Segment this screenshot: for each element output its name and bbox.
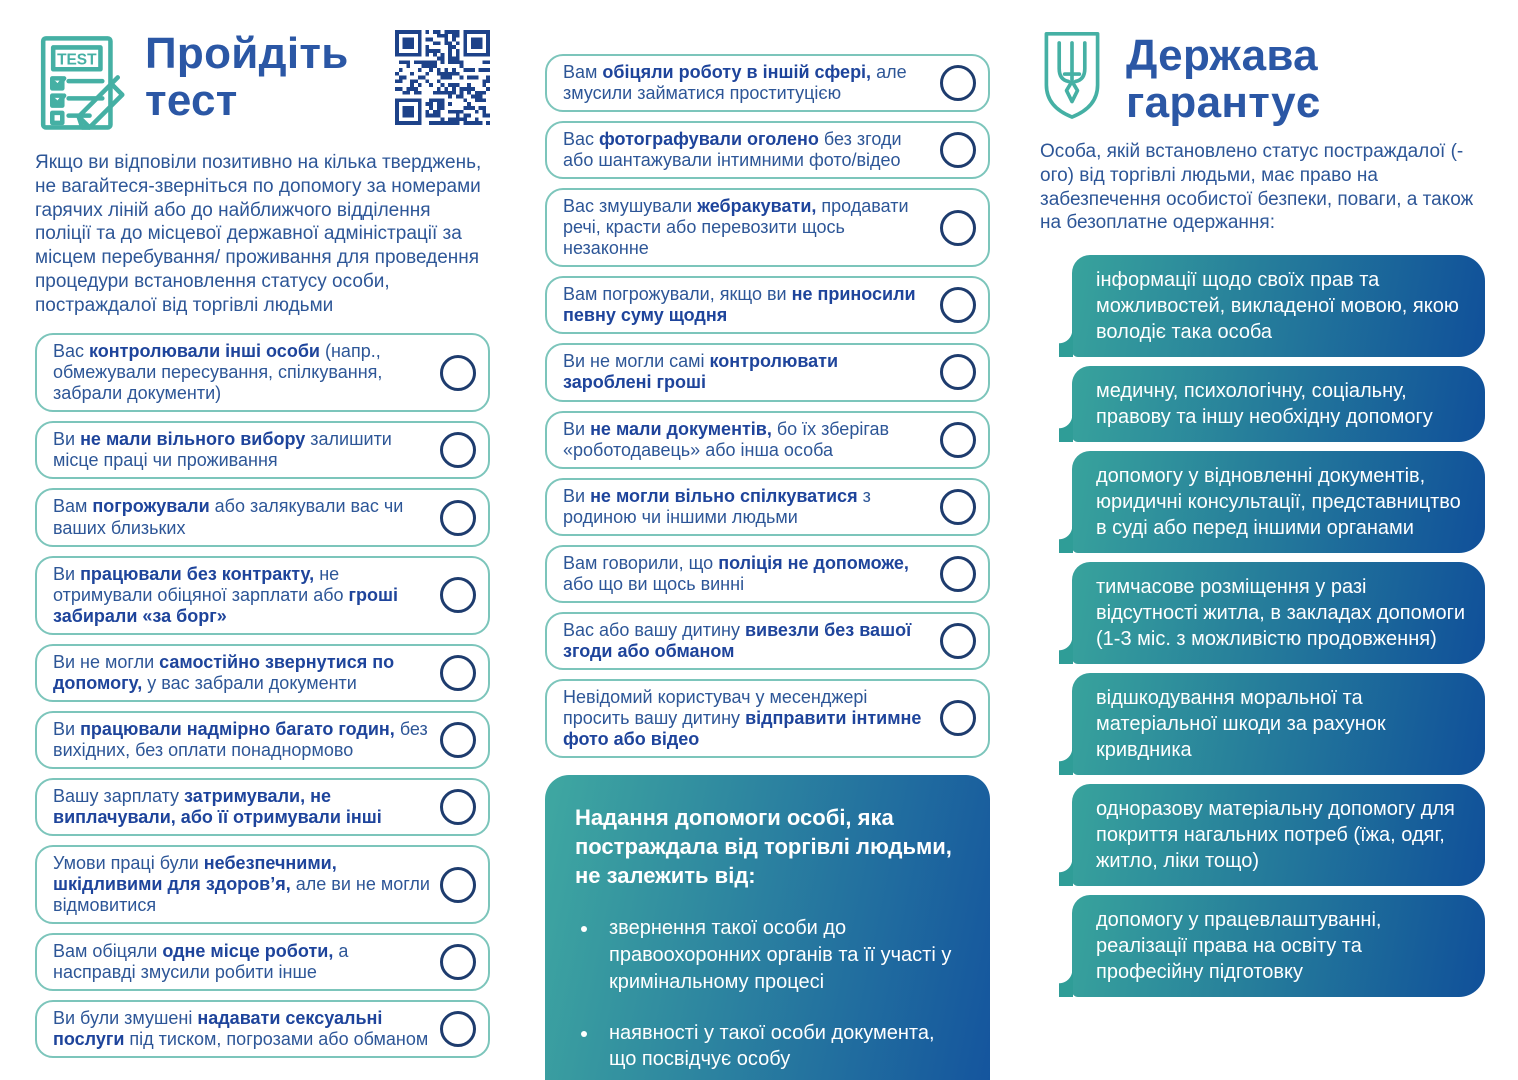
checklist-item-text: Ви працювали без контракту, не отримували обіцяної зарплати або гроші забирали «за борг»	[53, 563, 399, 626]
info-bullet-text: звернення такої особи до правоохоронних органів та її участі у кримінальному процесі	[609, 917, 952, 993]
right-intro-text: Особа, якій встановлено статус постраждалої (-ого) від торгівлі людьми, має право на забезпечення особистої безпеки, поваги, а також на безоплатне одержання:	[1040, 141, 1474, 234]
qr-code	[395, 30, 490, 125]
checkbox-circle[interactable]	[940, 65, 976, 101]
checkbox-circle[interactable]	[440, 432, 476, 468]
middle-column	[545, 28, 990, 1080]
checklist-item	[35, 556, 490, 635]
checkbox-circle[interactable]	[940, 700, 976, 736]
checklist-item-text: Вас фотографували оголено без згоди або шантажували інтимними фото/відео	[563, 129, 902, 171]
checklist-item	[545, 121, 990, 179]
checklist-item-text: Вас контролювали інші особи (напр., обмежували пересування, спілкування, забрали документи)	[53, 341, 383, 404]
checkbox-circle[interactable]	[940, 556, 976, 592]
checkbox-circle[interactable]	[440, 655, 476, 691]
checkbox-circle[interactable]	[440, 944, 476, 980]
take-the-test-column	[35, 28, 490, 1080]
left-intro-text: Якщо ви відповіли позитивно на кілька тверджень, не вагайтеся-зверніться по допомогу за номерами гарячих ліній або до найближчого відділення поліції та до місцевої державної адміністрації за місцем перебування/ проживання для проведення процедури встановлення статусу особи, постраждалої від торгівлі людьми	[35, 152, 482, 316]
checkbox-circle[interactable]	[940, 132, 976, 168]
checklist-item-text: Вам обіцяли роботу в іншій сфері, але змусили займатися проституцією	[563, 62, 907, 104]
checklist-item	[545, 545, 990, 603]
checklist-item-text: Вас або вашу дитину вивезли без вашої згоди або обманом	[563, 619, 912, 661]
checklist-item-text: Ви не могли самостійно звернутися по допомогу, у вас забрали документи	[53, 651, 395, 693]
checklist-item	[35, 644, 490, 702]
checklist-item-text: Вам обіцяли одне місце роботи, а насправді змусили робити інше	[53, 941, 349, 983]
checklist-item	[35, 778, 490, 836]
checklist-item	[545, 54, 990, 112]
checklist-item-text: Вам погрожували, якщо ви не приносили певну суму щодня	[563, 284, 916, 326]
checkbox-circle[interactable]	[440, 867, 476, 903]
checklist-item	[35, 333, 490, 412]
checklist-item-text: Ви не могли вільно спілкуватися з родиною чи іншими людьми	[563, 485, 871, 527]
checklist-item-text: Ви не мали документів, бо їх зберігав «роботодавець» або інша особа	[563, 418, 890, 460]
bullet-dot-icon	[581, 1031, 587, 1037]
checklist-item-text: Ви не мали вільного вибору залишити місце праці чи проживання	[53, 429, 392, 471]
state-guarantees-column	[1040, 28, 1485, 1080]
checklist-item	[35, 488, 490, 546]
info-box-title: Надання допомоги особі, яка постраждала від торгівлі людьми, не залежить від:	[575, 805, 952, 889]
guarantee-text: інформації щодо своїх прав та можливостей, викладеної мовою, якою володіє така особа	[1096, 269, 1459, 344]
guarantee-card	[1072, 895, 1485, 997]
checkbox-circle[interactable]	[440, 789, 476, 825]
guarantee-card	[1072, 451, 1485, 553]
guarantee-card	[1072, 673, 1485, 775]
checklist-item	[35, 421, 490, 479]
right-header	[1040, 28, 1485, 126]
guarantee-text: відшкодування моральної та матеріальної шкоди за рахунок кривдника	[1096, 687, 1386, 762]
checkbox-circle[interactable]	[440, 722, 476, 758]
trident-shield-icon	[1040, 28, 1104, 122]
checklist-item-text: Невідомий користувач у месенджері просить вашу дитину відправити інтимне фото або відео	[563, 686, 922, 749]
guarantee-card	[1072, 255, 1485, 357]
info-bullet	[579, 1020, 958, 1074]
checkbox-circle[interactable]	[940, 422, 976, 458]
checkbox-circle[interactable]	[940, 623, 976, 659]
checkbox-circle[interactable]	[940, 354, 976, 390]
bullet-dot-icon	[581, 926, 587, 932]
guarantee-text: тимчасове розміщення у разі відсутності житла, в закладах допомоги (1-3 міс. з можливістю продовження)	[1096, 576, 1466, 651]
info-bullet	[579, 915, 958, 995]
checklist-item-text: Ви працювали надмірно багато годин, без вихідних, без оплати понаднормово	[53, 718, 428, 760]
checklist-item-text: Умови праці були небезпечними, шкідливими для здоров’я, але ви не могли відмовитися	[53, 853, 430, 916]
checklist-item-text: Ви були змушені надавати сексуальні послуги під тиском, погрозами або обманом	[53, 1008, 429, 1050]
checklist-item	[545, 478, 990, 536]
checklist-item	[545, 276, 990, 334]
checklist-item-text: Вам говорили, що поліція не допоможе, або що ви щось винні	[563, 552, 909, 594]
checklist-item	[35, 711, 490, 769]
info-bullet-text: наявності у такої особи документа, що посвідчує особу	[609, 1021, 935, 1071]
checkbox-circle[interactable]	[440, 355, 476, 391]
checklist-item-text: Вам погрожували або залякували вас чи ваших близьких	[53, 496, 404, 538]
checklist-item	[35, 845, 490, 924]
checkbox-circle[interactable]	[440, 577, 476, 613]
page-title-right: Держава гарантує	[1126, 31, 1321, 128]
checklist-item	[545, 612, 990, 670]
checklist-item	[545, 343, 990, 401]
left-checklist	[35, 333, 490, 1058]
checkbox-circle[interactable]	[440, 1011, 476, 1047]
guarantee-card	[1072, 366, 1485, 442]
left-header	[35, 28, 490, 136]
checklist-item-text: Вас змушували жебракувати, продавати речі, красти або перевозити щось незаконне	[563, 196, 909, 259]
checkbox-circle[interactable]	[940, 287, 976, 323]
guarantee-text: медичну, психологічну, соціальну, правову та іншу необхідну допомогу	[1096, 380, 1433, 429]
checklist-item-text: Вашу зарплату затримували, не виплачували, або її отримували інші	[53, 785, 382, 827]
guarantee-card	[1072, 784, 1485, 886]
checklist-item	[545, 188, 990, 267]
guarantee-text: допомогу у працевлаштуванні, реалізації права на освіту та професійну підготовку	[1096, 909, 1382, 984]
checklist-item-text: Ви не могли самі контролювати зароблені гроші	[563, 351, 839, 393]
guarantee-list	[1040, 255, 1485, 997]
checkbox-circle[interactable]	[940, 489, 976, 525]
checklist-item	[35, 933, 490, 991]
assistance-info-box	[545, 775, 990, 1080]
checkbox-circle[interactable]	[440, 500, 476, 536]
guarantee-text: допомогу у відновленні документів, юридичні консультації, представництво в суді або перед іншими органами	[1096, 465, 1461, 540]
checkbox-circle[interactable]	[940, 210, 976, 246]
test-icon-label: TEST	[57, 51, 97, 69]
guarantee-card	[1072, 562, 1485, 664]
page-title-left: Пройдіть тест	[145, 29, 349, 126]
guarantee-text: одноразову матеріальну допомогу для покриття нагальних потреб (їжа, одяг, житло, ліки тощо)	[1096, 798, 1455, 873]
info-box-bullet-list	[575, 915, 958, 1073]
test-clipboard-icon	[35, 28, 135, 136]
checklist-item	[545, 411, 990, 469]
middle-checklist	[545, 54, 990, 758]
checklist-item	[545, 679, 990, 758]
checklist-item	[35, 1000, 490, 1058]
